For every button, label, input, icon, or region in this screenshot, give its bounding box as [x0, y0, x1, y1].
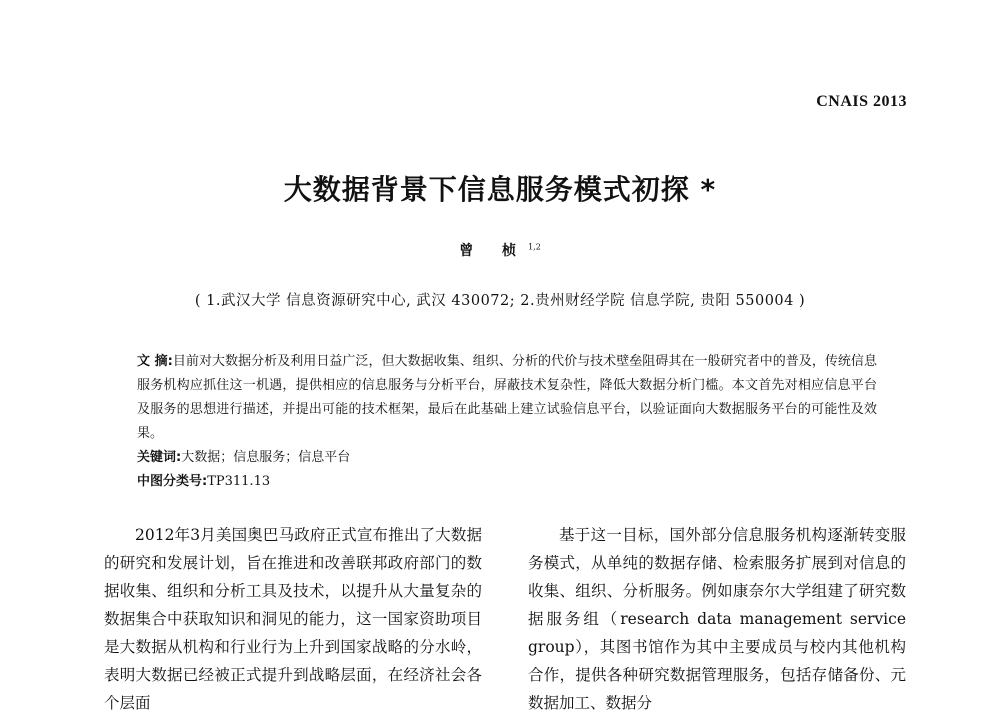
classification — [137, 470, 877, 494]
abstract — [137, 350, 877, 446]
body-paragraph-left: 2012年3月美国奥巴马政府正式宣布推出了大数据的研究和发展计划，旨在推进和改善联邦政府部门的数据收集、组织和分析工具及技术，以提升从大量复杂的数据集合中获取知识和洞见的能力，这一国家资助项目是大数据从机构和行业行为上升到国家战略的分水岭，表明大数据已经被正式提升到战略层面，在经济社会各个层面 — [104, 526, 482, 712]
body-column-left — [104, 521, 482, 717]
abstract-label: 文 摘: — [137, 354, 173, 369]
journal-tag: CNAIS 2013 — [816, 93, 907, 110]
body-column-right — [528, 521, 906, 717]
paper-title: 大数据背景下信息服务模式初探 * — [283, 173, 717, 206]
author-line — [0, 240, 1000, 260]
author-name: 曾 桢 — [459, 243, 529, 259]
abstract-text: 目前对大数据分析及利用日益广泛，但大数据收集、组织、分析的代价与技术壁垒阻碍其在一般研究者中的普及，传统信息服务机构应抓住这一机遇，提供相应的信息服务与分析平台，屏蔽技术复杂性，降低大数据分析门槛。本文首先对相应信息平台及服务的思想进行描述，并提出可能的技术框架，最后在此基础上建立试验信息平台，以验证面向大数据服务平台的可能性及效果。 — [137, 354, 877, 441]
keywords — [137, 446, 877, 470]
keywords-label: 关键词: — [137, 450, 182, 465]
keywords-text: 大数据；信息服务；信息平台 — [181, 450, 351, 465]
affiliation: ( 1.武汉大学 信息资源研究中心, 武汉 430072; 2.贵州财经学院 信息学院, 贵阳 550004 ) — [194, 293, 806, 309]
classification-text: TP311.13 — [207, 474, 271, 489]
classification-label: 中图分类号: — [137, 474, 208, 489]
body-paragraph-right: 基于这一目标，国外部分信息服务机构逐渐转变服务模式，从单纯的数据存储、检索服务扩展到对信息的收集、组织、分析服务。例如康奈尔大学组建了研究数据服务组（research data management service group），其图书馆作为其中主要成员与校内其他机构合作，提供各种研究数据管理服务，包括存储备份、元数据加工、数据分 — [528, 526, 906, 712]
abstract-block — [137, 350, 877, 494]
author-affiliation-marker: 1,2 — [528, 242, 541, 252]
